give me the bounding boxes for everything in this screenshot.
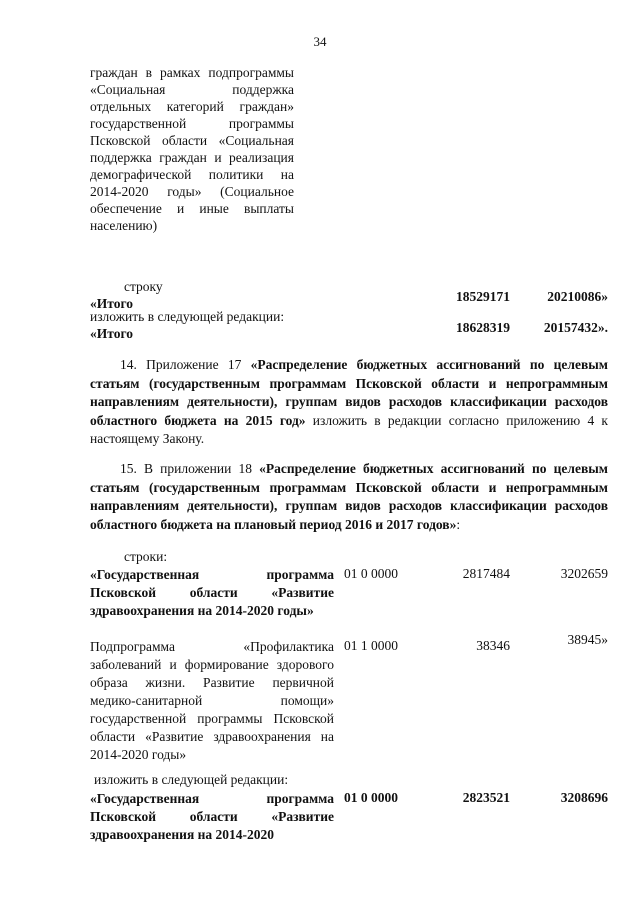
table-row-name: «Государственная программа Псковской области «Развитие здравоохранения на 2014-2020	[90, 791, 334, 842]
paragraph-15-lead: 15. В приложении 18	[120, 461, 260, 476]
itogo-old-value-1: 18529171	[456, 289, 510, 304]
paragraph-14-tail: изложить в редакции согласно приложению 4 к настоящему Закону.	[90, 412, 608, 446]
paragraph-15-tail: :	[456, 516, 461, 532]
paragraph-15	[90, 460, 608, 534]
itogo-new-value-2: 20157432».	[543, 320, 608, 335]
instruction-stroku: строку	[124, 279, 163, 294]
table-row-value-2: 3208696	[560, 790, 608, 805]
itogo-new-value-1: 18628319	[456, 320, 510, 335]
table-row-name: Подпрограмма «Профилактика заболеваний и формирование здорового образа жизни. Развитие первичной медико-санитарной помощи» государственной программы Псковской области «Развитие здравоохранения на 2014-2020 годы»	[90, 639, 334, 762]
table-row-value-1: 2817484	[462, 566, 510, 581]
paragraph-14-lead: 14. Приложение 17	[120, 357, 251, 372]
table-row-value-2: 38945»	[567, 632, 608, 647]
itogo-new-label: «Итого	[90, 326, 133, 341]
paragraph-14-title: «Распределение бюджетных ассигнований по целевым статьям (государственным программам Псковской области и непрограммным направлениям деятельности), группам видов расходов классификации расходов областного бюджета на 2015 год»	[90, 357, 608, 428]
paragraph-15-title: «Распределение бюджетных ассигнований по целевым статьям (государственным программам Псковской области и непрограммным направлениям деятельности), группам видов расходов классификации расходов областного бюджета на плановый период 2016 и 2017 годов»	[90, 461, 608, 532]
page-number: 34	[313, 34, 327, 49]
table-row-code: 01 1 0000	[344, 638, 398, 653]
table-row-value-1: 38346	[476, 638, 510, 653]
paragraph-14	[90, 356, 608, 449]
table-row-value-1: 2823521	[462, 790, 510, 805]
instruction-stroki: строки:	[124, 549, 168, 564]
instruction-izlozhit-2: изложить в следующей редакции:	[94, 772, 289, 787]
table-row-code: 01 0 0000	[344, 566, 398, 581]
itogo-old-value-2: 20210086»	[547, 289, 608, 304]
instruction-izlozhit-1: изложить в следующей редакции:	[90, 309, 285, 324]
table-row-code: 01 0 0000	[344, 790, 398, 805]
budget-line-fragment: граждан в рамках подпрограммы «Социальная поддержка отдельных категорий граждан» государственной программы Псковской области «Социальная поддержка граждан и реализация демографической политики на 2014-2020 годы» (Социальное обеспечение и иные выплаты населению)	[90, 65, 294, 233]
table-row-value-2: 3202659	[560, 566, 608, 581]
itogo-old-label: «Итого	[90, 296, 133, 311]
table-row-name: «Государственная программа Псковской области «Развитие здравоохранения на 2014-2020 годы»	[90, 567, 334, 618]
